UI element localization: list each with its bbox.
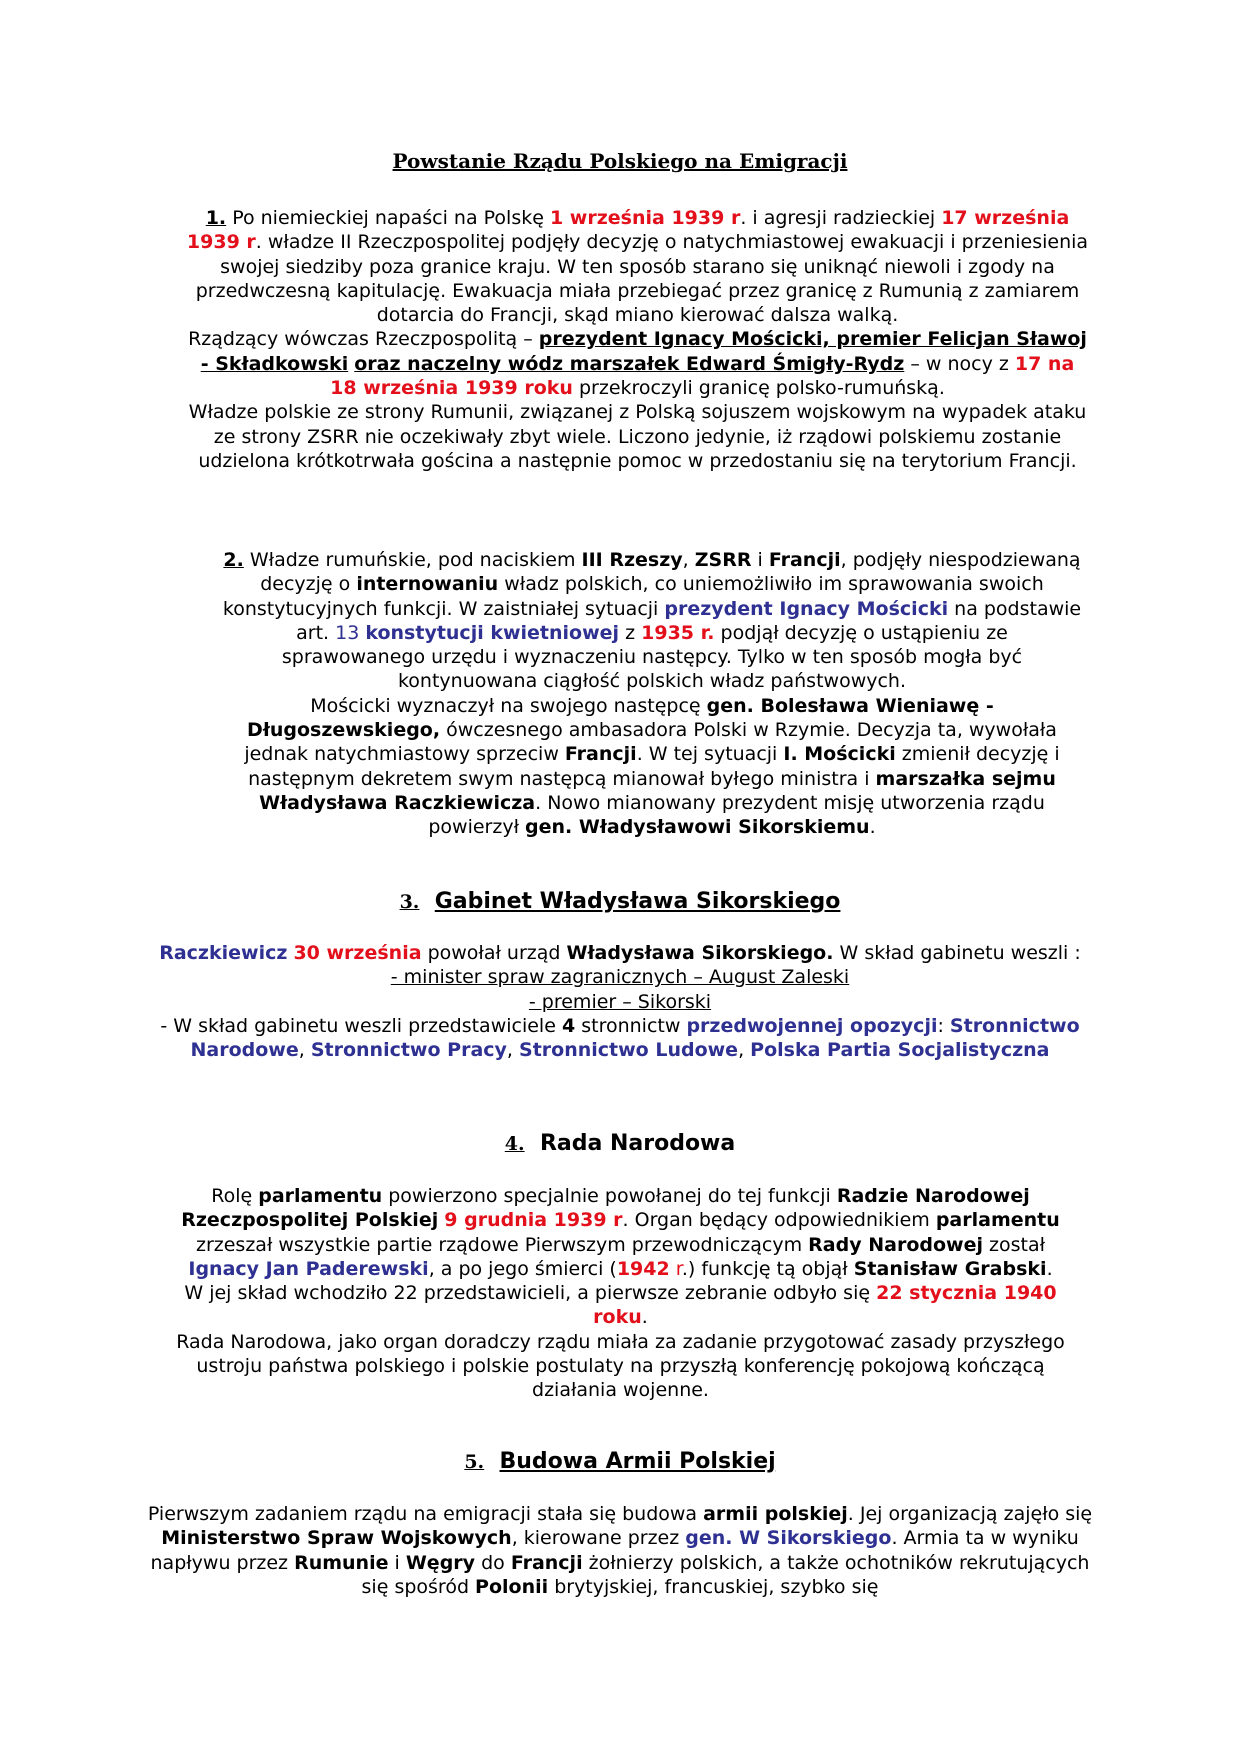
paderewski: Ignacy Jan Paderewski	[188, 1257, 429, 1280]
section-1-paragraph-1: 1. Po niemieckiej napaści na Polskę 1 września 1939 r. i agresji radzieckiej 17 września 1939 r. władze II Rzeczpospolitej podjęły decyzję o natychmiastowej ewakuacji i przeniesienia swojej siedziby poza granice kraju. W ten sposób starano się uniknąć niewoli i zgody na przedwczesną kapitulację. Ewakuacja miała przebiegać przez granicę z Rumunią z zamiarem dotarcia do Francji, skąd miano kierować dalsza walką.	[186, 207, 1089, 327]
leaders-president-premier: prezydent Ignacy Mościcki, premier Felicjan Sławoj - Składkowski	[200, 328, 1087, 375]
section-5-paragraph-1: Pierwszym zadaniem rządu na emigracji stała się budowa armii polskiej. Jej organizacją zajęło się Ministerstwo Spraw Wojskowych, kierowane przez gen. W Sikorskiego. Armia ta w wyniku napływu przez Rumunie i Węgry do Francji żołnierzy polskich, a także ochotników rekrutujących się spośród Polonii brytyjskiej, francuskiej, szybko się	[147, 1503, 1093, 1598]
section-1-paragraph-2: Rządzący wówczas Rzeczpospolitą – prezydent Ignacy Mościcki, premier Felicjan Sławoj - Składkowski oraz naczelny wódz marszałek Edward Śmigły-Rydz – w nocy z 17 na 18 września 1939 roku przekroczyli granicę polsko-rumuńską.	[188, 328, 1087, 400]
year-1935: 1935 r.	[641, 621, 715, 644]
section-2-paragraph-2: Mościcki wyznaczył na swojego następcę gen. Bolesława Wieniawę - Długoszewskiego, ówczesnego ambasadora Polski w Rzymie. Decyzja ta, wywołała jednak natychmiastowy sprzeciw Francji. W tej sytuacji I. Mościcki zmienił decyzję i następnym dekretem swym następcą mianował byłego ministra i marszałka sejmu Władysława Raczkiewicza. Nowo mianowany prezydent misję utworzenia rządu powierzył gen. Władysławowi Sikorskiemu.	[244, 694, 1060, 839]
date-17-18-september: 17 na 18 września 1939 roku	[330, 352, 1075, 400]
leaders-commander: oraz naczelny wódz marszałek Edward Śmigły-Rydz	[354, 352, 905, 375]
section-3-heading: 3. Gabinet Władysława Sikorskiego	[399, 889, 841, 914]
section-5	[145, 1502, 1095, 1599]
date-30-september: 30 września	[293, 942, 422, 964]
president-moscicki: prezydent Ignacy Mościcki	[664, 597, 949, 620]
cabinet-member-1: - minister spraw zagranicznych – August Zaleski	[390, 966, 850, 989]
date-9-december: 9 grudnia 1939 r	[444, 1209, 623, 1232]
section-1-number: 1.	[205, 207, 227, 229]
section-1	[185, 206, 1090, 473]
section-4-paragraph-1: Rolę parlamentu powierzono specjalnie powołanej do tej funkcji Radzie Narodowej Rzeczpospolitej Polskiej 9 grudnia 1939 r. Organ będący odpowiednikiem parlamentu zrzeszał wszystkie partie rządowe Pierwszym przewodniczącym Rady Narodowej został Ignacy Jan Paderewski, a po jego śmierci (1942 r.) funkcję tą objął Stanisław Grabski.	[181, 1185, 1060, 1280]
date-22-january: 22 stycznia 1940 roku	[593, 1282, 1057, 1329]
section-3	[145, 941, 1095, 1062]
section-4-heading: 4. Rada Narodowa	[504, 1131, 736, 1156]
date-1-september: 1 września 1939 r	[549, 207, 741, 229]
section-3-paragraph-2: - W skład gabinetu weszli przedstawiciele 4 stronnictw przedwojennej opozycji: Stronnictwo Narodowe, Stronnictwo Pracy, Stronnictwo Ludowe, Polska Partia Socjalistyczna	[160, 1014, 1080, 1062]
section-4	[158, 1184, 1083, 1403]
cabinet-member-2: - premier – Sikorski	[528, 990, 712, 1013]
section-2-number: 2.	[223, 549, 244, 571]
section-2	[222, 548, 1082, 840]
date-17-september: 17 września 1939 r	[186, 207, 1070, 254]
section-4-paragraph-2: W jej skład wchodziło 22 przedstawicieli, a pierwsze zebranie odbyło się 22 stycznia 1940 roku.	[184, 1282, 1057, 1329]
document-title: Powstanie Rządu Polskiego na Emigracji	[392, 149, 848, 173]
section-3-paragraph-1: Raczkiewicz 30 września powołał urząd Władysława Sikorskiego. W skład gabinetu weszli :	[159, 942, 1081, 964]
section-2-paragraph-1: 2. Władze rumuńskie, pod naciskiem III Rzeszy, ZSRR i Francji, podjęły niespodziewaną decyzję o internowaniu władz polskich, co uniemożliwiło im sprawowania swoich konstytucyjnych funkcji. W zaistniałej sytuacji prezydent Ignacy Mościcki na podstawie art. 13 konstytucji kwietniowej z 1935 r. podjął decyzję o ustąpieniu ze sprawowanego urzędu i wyznaczeniu następcy. Tylko w ten sposób mogła być kontynuowana ciągłość polskich władz państwowych.	[222, 549, 1082, 693]
section-4-paragraph-3: Rada Narodowa, jako organ doradczy rządu miała za zadanie przygotować zasady przyszłego ustroju państwa polskiego i polskie postulaty na przyszłą konferencję pokojową kończącą działania wojenne.	[176, 1330, 1065, 1402]
section-1-paragraph-3: Władze polskie ze strony Rumunii, związanej z Polską sojuszem wojskowym na wypadek ataku ze strony ZSRR nie oczekiwały zbyt wiele. Liczono jedynie, iż rządowi polskiemu zostanie udzielona krótkotrwała gościna a następnie pomoc w przedostaniu się na terytorium Francji.	[188, 401, 1087, 472]
april-constitution: konstytucji kwietniowej	[365, 621, 620, 644]
section-5-heading: 5. Budowa Armii Polskiej	[464, 1449, 776, 1474]
